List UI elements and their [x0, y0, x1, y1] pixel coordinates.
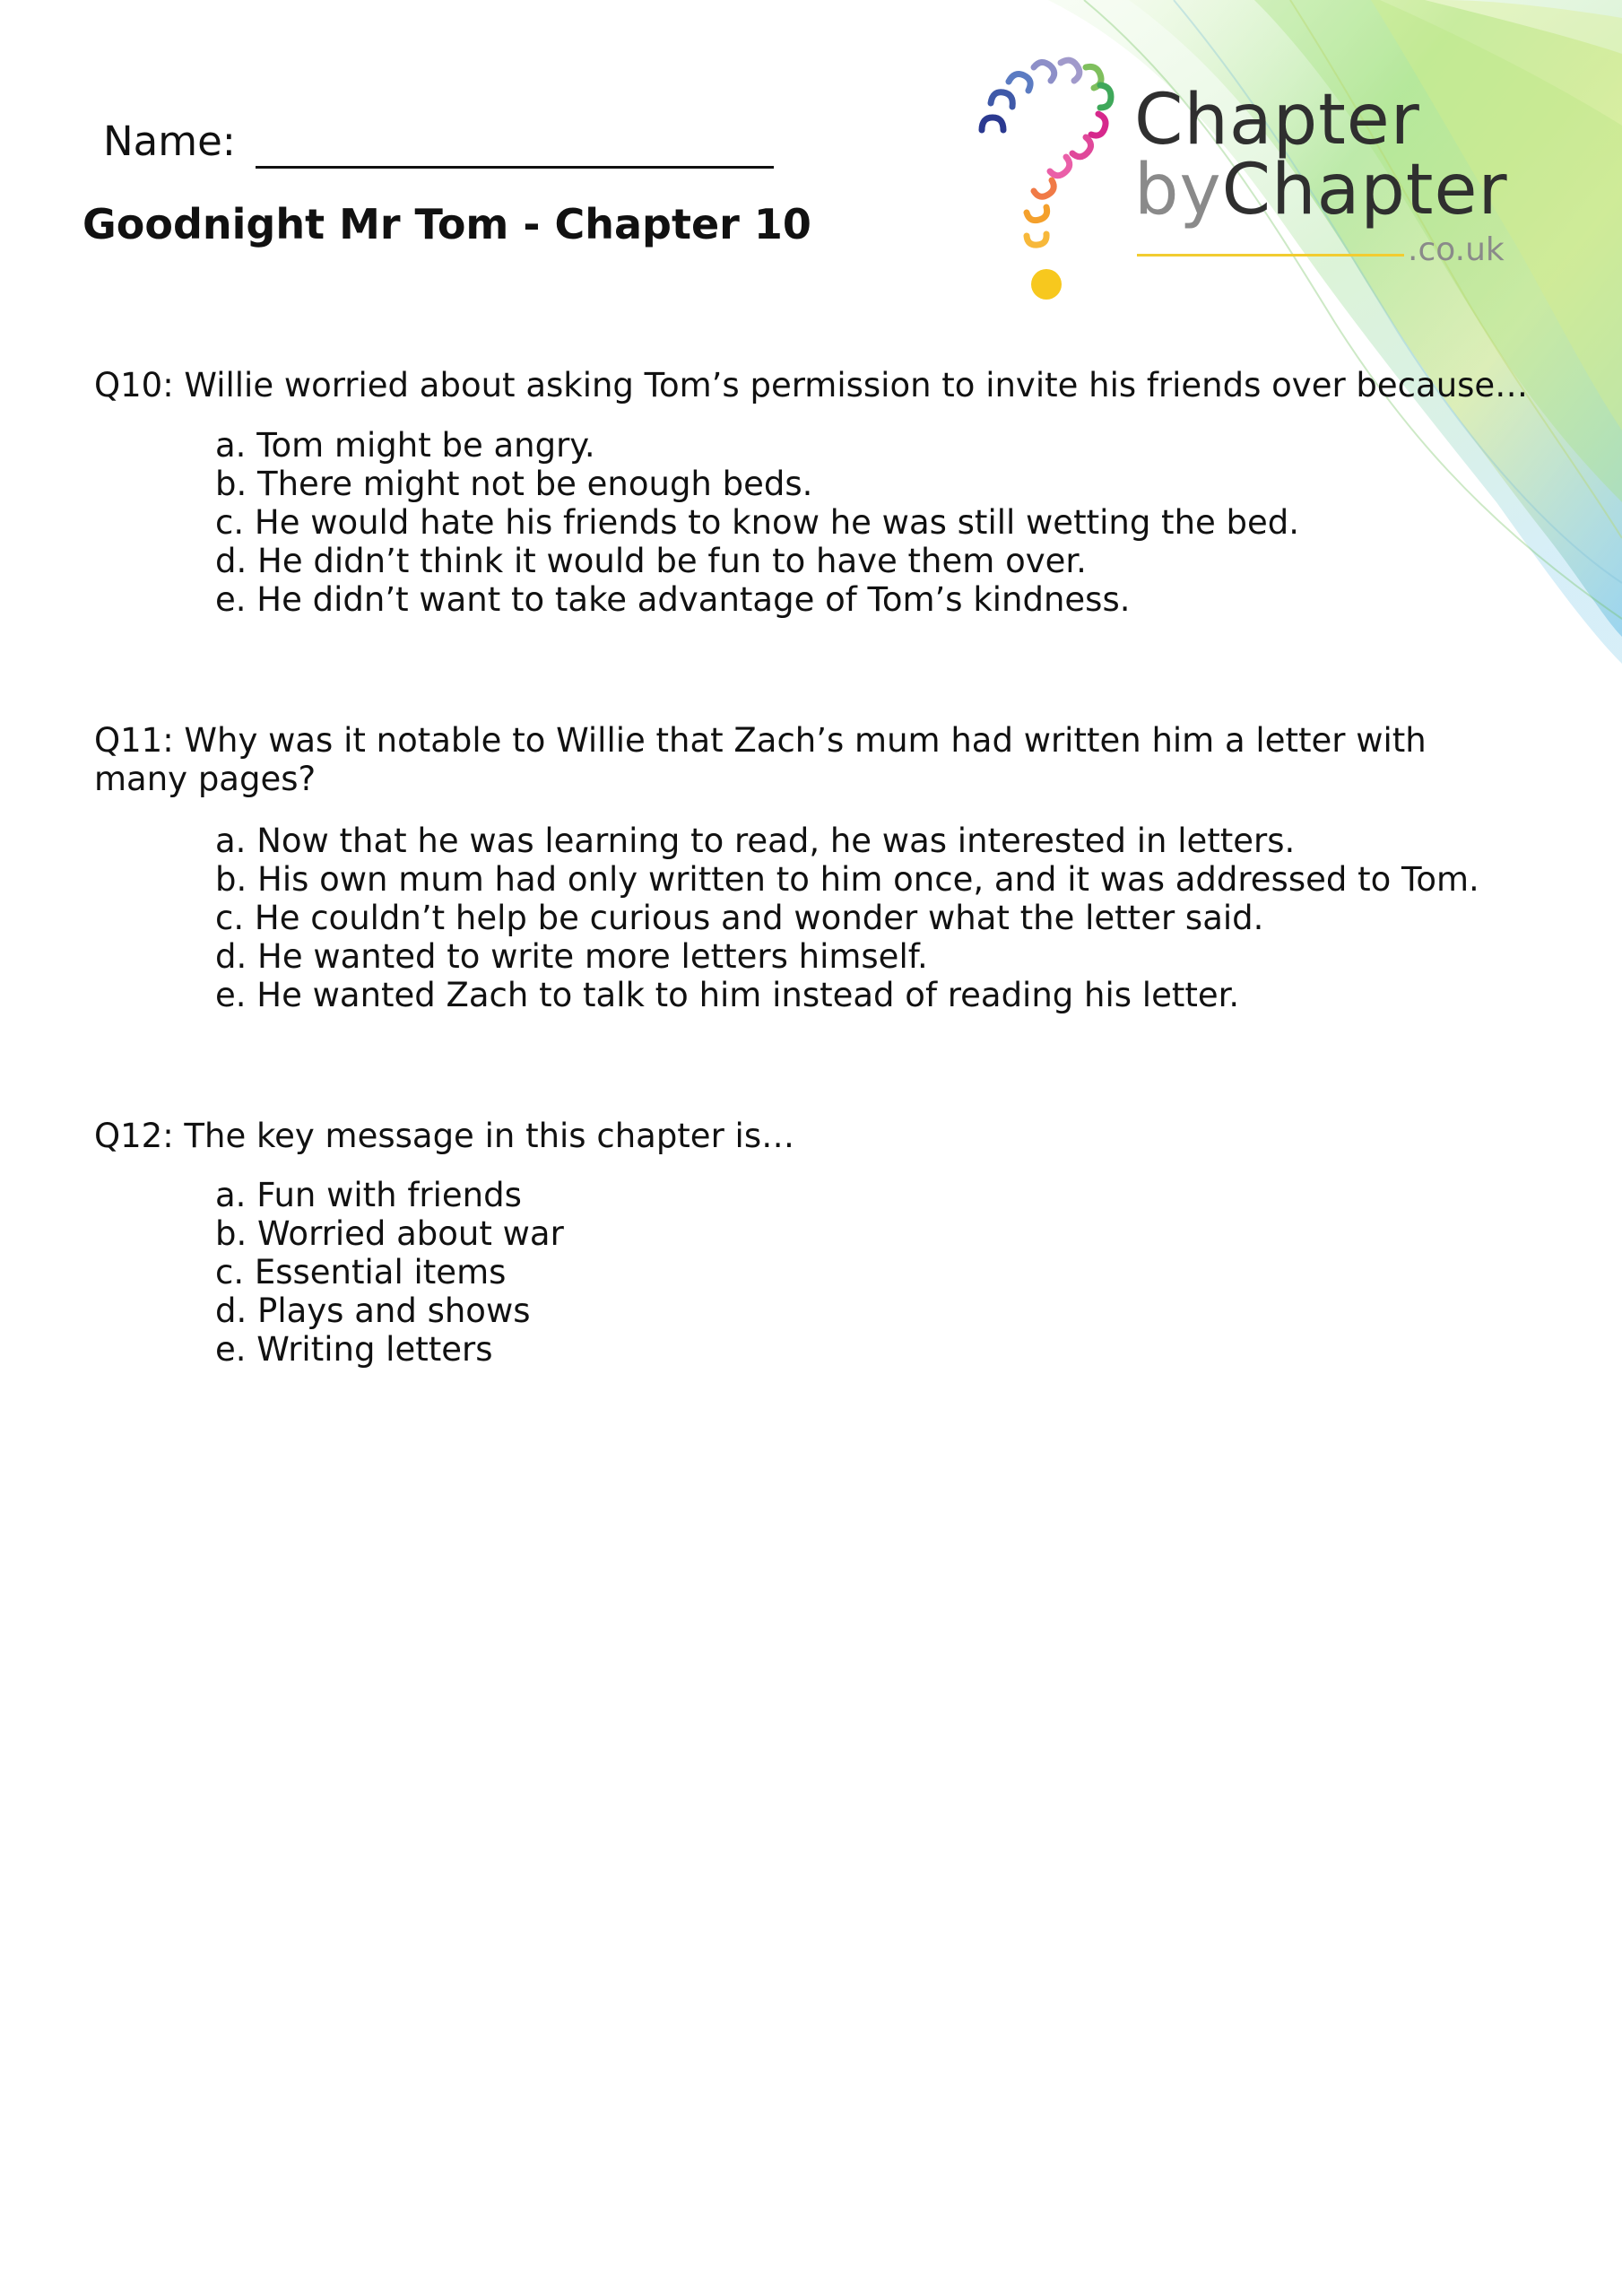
question-prompt-q10: Q10: Willie worried about asking Tom’s permission to invite his friends over because…	[94, 366, 1529, 404]
option-q10-b: b. There might not be enough beds.	[215, 465, 813, 503]
options-list-q12	[215, 1176, 564, 1369]
logo-line-bychapter	[1134, 150, 1508, 230]
option-q10-d: d. He didn’t think it would be fun to have them over.	[215, 542, 1087, 580]
logo-underline	[1137, 254, 1404, 257]
option-q11-e: e. He wanted Zach to talk to him instead of reading his letter.	[215, 976, 1240, 1014]
name-row	[103, 115, 774, 169]
option-q12-c: c. Essential items	[215, 1253, 507, 1292]
logo-domain: .co.uk	[1408, 231, 1505, 268]
question-prompt-q12: Q12: The key message in this chapter is…	[94, 1117, 795, 1155]
option-q12-a: a. Fun with friends	[215, 1176, 522, 1214]
option-q10-a: a. Tom might be angry.	[215, 426, 595, 465]
option-q11-c: c. He couldn’t help be curious and wonder what the letter said.	[215, 899, 1264, 937]
option-q12-e: e. Writing letters	[215, 1330, 493, 1369]
option-q11-d: d. He wanted to write more letters himself.	[215, 937, 928, 976]
option-q11-b: b. His own mum had only written to him once, and it was addressed to Tom.	[215, 860, 1479, 899]
name-blank-line	[256, 119, 774, 169]
option-q10-c: c. He would hate his friends to know he was still wetting the bed.	[215, 503, 1300, 542]
logo-by: by	[1134, 150, 1222, 230]
option-q10-e: e. He didn’t want to take advantage of Tom’s kindness.	[215, 580, 1131, 619]
options-list-q10	[215, 426, 1299, 619]
logo-wordmark	[1134, 80, 1508, 230]
worksheet-title: Goodnight Mr Tom - Chapter 10	[82, 200, 811, 248]
question-prompt-q11: Q11: Why was it notable to Willie that Zach’s mum had written him a letter with many pages?	[94, 721, 1427, 798]
option-q12-b: b. Worried about war	[215, 1214, 564, 1253]
logo-chapter: Chapter	[1221, 150, 1508, 230]
logo-line-chapter: Chapter	[1134, 80, 1420, 161]
options-list-q11	[215, 822, 1479, 1014]
name-label: Name:	[103, 117, 236, 165]
option-q11-a: a. Now that he was learning to read, he was interested in letters.	[215, 822, 1296, 860]
option-q12-d: d. Plays and shows	[215, 1292, 531, 1330]
